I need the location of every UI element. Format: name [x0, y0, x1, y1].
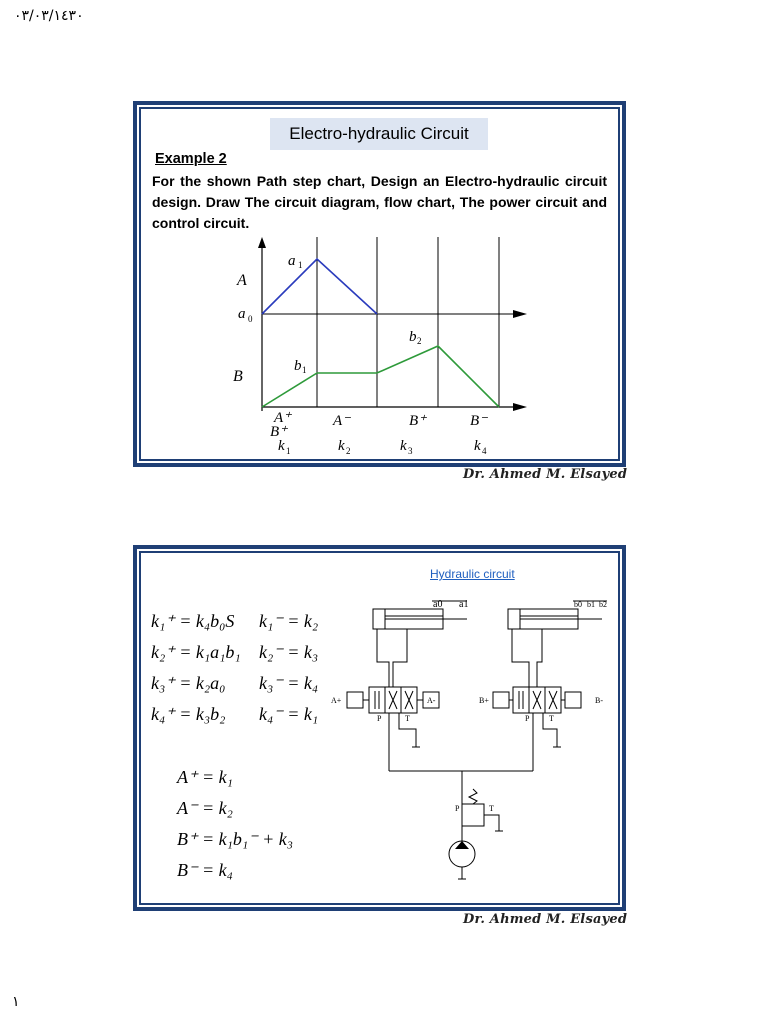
slide-title: Electro-hydraulic Circuit	[270, 118, 488, 150]
slide-example-2	[133, 101, 626, 467]
step-label-1b: B⁺	[270, 424, 288, 440]
k-minus-eq: k₄⁻ = k₁	[259, 704, 319, 724]
label-b2: b	[409, 329, 417, 345]
problem-statement: For the shown Path step chart, Design an Electro-hydraulic circuit design. Draw The circuit diagram, flow chart, The power circuit and control circuit.	[152, 173, 607, 231]
output-equation: B⁻ = k₄	[177, 860, 233, 880]
label-a1: a	[288, 253, 296, 269]
circuit-title: Hydraulic circuit	[430, 567, 515, 581]
svg-text:T: T	[549, 714, 554, 723]
label-A: A	[237, 272, 247, 289]
example-heading: Example 2	[155, 151, 227, 167]
k-sub-2: 2	[346, 446, 351, 456]
y-axis-arrow	[258, 237, 266, 248]
k-label-3: k	[400, 438, 407, 454]
svg-text:A+: A+	[331, 696, 342, 705]
k-label-2: k	[338, 438, 345, 454]
svg-text:T: T	[489, 804, 494, 813]
k-plus-eq: k₁⁺ = k₄b₀S	[151, 611, 235, 631]
a0-axis-arrow	[513, 310, 527, 318]
svg-text:A-: A-	[427, 696, 436, 705]
cylinder-b-path	[262, 346, 499, 407]
k-plus-eq: k₄⁺ = k₃b₂	[151, 704, 226, 724]
label-a0: a	[238, 306, 246, 322]
label-b2-sub: 2	[417, 336, 422, 346]
step-label-3: B⁺	[409, 413, 427, 429]
k-minus-eq: k₂⁻ = k₃	[259, 642, 319, 662]
label-b1-sub: 1	[302, 365, 307, 375]
label-b1: b	[294, 358, 302, 374]
svg-text:T: T	[405, 714, 410, 723]
step-label-4: B⁻	[470, 413, 488, 429]
k-sub-3: 3	[408, 446, 413, 456]
output-equation: A⁺ = k₁	[177, 767, 233, 787]
k-sub-1: 1	[286, 446, 291, 456]
k-sub-4: 4	[482, 446, 487, 456]
path-step-chart	[137, 105, 622, 465]
label-a0-sub: 0	[248, 314, 253, 324]
signature: Dr. Ahmed M. Elsayed	[463, 467, 628, 482]
cylinder-a-path	[262, 259, 377, 314]
k-label-4: k	[474, 438, 481, 454]
label-B: B	[233, 368, 243, 385]
signature: Dr. Ahmed M. Elsayed	[463, 912, 628, 927]
k-minus-eq: k₁⁻ = k₂	[259, 611, 319, 631]
page-date: ٠٣/٠٣/١٤٣٠	[14, 8, 84, 24]
page-number: ١	[12, 994, 20, 1010]
svg-text:P: P	[455, 804, 460, 813]
x-axis-arrow	[513, 403, 527, 411]
svg-text:b0: b0	[574, 600, 582, 609]
step-label-2: A⁻	[333, 413, 351, 429]
svg-text:P: P	[377, 714, 382, 723]
label-a1-sub: 1	[298, 260, 303, 270]
slide-hydraulic-circuit	[133, 545, 626, 911]
k-label-1: k	[278, 438, 285, 454]
svg-text:b2: b2	[599, 600, 607, 609]
relief-valve	[462, 804, 484, 826]
svg-text:B-: B-	[595, 696, 603, 705]
output-equation: A⁻ = k₂	[177, 798, 233, 818]
svg-text:a0: a0	[433, 599, 443, 610]
svg-text:a1: a1	[459, 599, 469, 610]
k-minus-eq: k₃⁻ = k₄	[259, 673, 319, 693]
k-plus-eq: k₂⁺ = k₁a₁b₁	[151, 642, 241, 662]
step-label-1: A⁺	[274, 410, 292, 426]
hydraulic-circuit-diagram	[137, 549, 622, 909]
output-equation: B⁺ = k₁b₁⁻ + k₃	[177, 829, 294, 849]
svg-text:B+: B+	[479, 696, 489, 705]
svg-text:b1: b1	[587, 600, 595, 609]
k-plus-eq: k₃⁺ = k₂a₀	[151, 673, 226, 693]
svg-text:P: P	[525, 714, 530, 723]
